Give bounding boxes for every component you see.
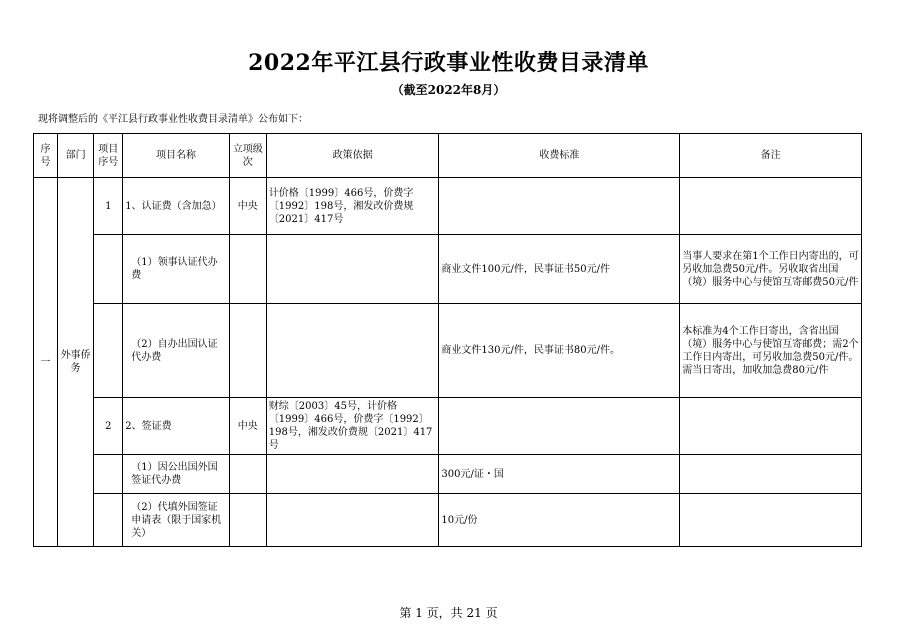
item-basis: 计价格〔1999〕466号，价费字〔1992〕198号，湘发改价费规〔2021〕417号 [266,178,439,235]
item-no: 2 [94,398,123,455]
item-name: 1、认证费（含加急） [123,178,229,235]
item-remark [680,178,862,235]
item-standard: 商业文件130元/件，民事证书80元/件。 [439,304,680,398]
header-dept: 部门 [58,134,94,178]
table-row [34,455,862,494]
item-standard: 商业文件100元/件，民事证书50元/件 [439,235,680,304]
item-no [94,235,123,304]
item-level [229,304,266,398]
item-basis: 财综〔2003〕45号，计价格〔1999〕466号，价费字〔1992〕198号，湘发改价费规〔2021〕417号 [266,398,439,455]
page-title: 2022年平江县行政事业性收费目录清单 [248,50,649,76]
item-level [229,494,266,547]
page-number: 第 1 页，共 21 页 [399,606,498,620]
item-no [94,494,123,547]
item-name: （1）领事认证代办费 [123,235,229,304]
item-remark [680,398,862,455]
item-basis [266,494,439,547]
table-row [34,398,862,455]
item-remark: 当事人要求在第1个工作日内寄出的，可另收加急费50元/件。另收取省出国（境）服务中心与使馆互寄邮费50元/件 [680,235,862,304]
table-row [34,235,862,304]
page-subtitle: （截至2022年8月） [391,83,506,97]
table-row [34,178,862,235]
item-level: 中央 [229,398,266,455]
item-no [94,304,123,398]
fee-table [33,133,862,547]
item-basis [266,304,439,398]
item-name: （1）因公出国外国签证代办费 [123,455,229,494]
table-row [34,304,862,398]
table-header-row [34,134,862,178]
header-remark: 备注 [680,134,862,178]
item-standard [439,178,680,235]
item-name: （2）自办出国认证代办费 [123,304,229,398]
group-seq: 一 [34,178,58,547]
item-basis [266,455,439,494]
item-standard: 10元/份 [439,494,680,547]
group-dept: 外事侨务 [58,178,94,547]
header-item-no: 项目序号 [94,134,123,178]
item-remark [680,494,862,547]
item-standard [439,398,680,455]
item-level: 中央 [229,178,266,235]
item-remark [680,455,862,494]
header-seq: 序号 [34,134,58,178]
header-item-name: 项目名称 [123,134,229,178]
item-remark: 本标准为4个工作日寄出，含省出国（境）服务中心与使馆互寄邮费；需2个工作日内寄出，可另收加急费50元/件。需当日寄出，加收加急费80元/件 [680,304,862,398]
header-level: 立项级次 [229,134,266,178]
intro-text: 现将调整后的《平江县行政事业性收费目录清单》公布如下： [38,114,308,125]
item-no [94,455,123,494]
item-no: 1 [94,178,123,235]
header-standard: 收费标准 [439,134,680,178]
item-standard: 300元/证・国 [439,455,680,494]
item-basis [266,235,439,304]
item-level [229,455,266,494]
item-name: （2）代填外国签证申请表（限于国家机关） [123,494,229,547]
header-basis: 政策依据 [266,134,439,178]
item-name: 2、签证费 [123,398,229,455]
table-row [34,494,862,547]
item-level [229,235,266,304]
